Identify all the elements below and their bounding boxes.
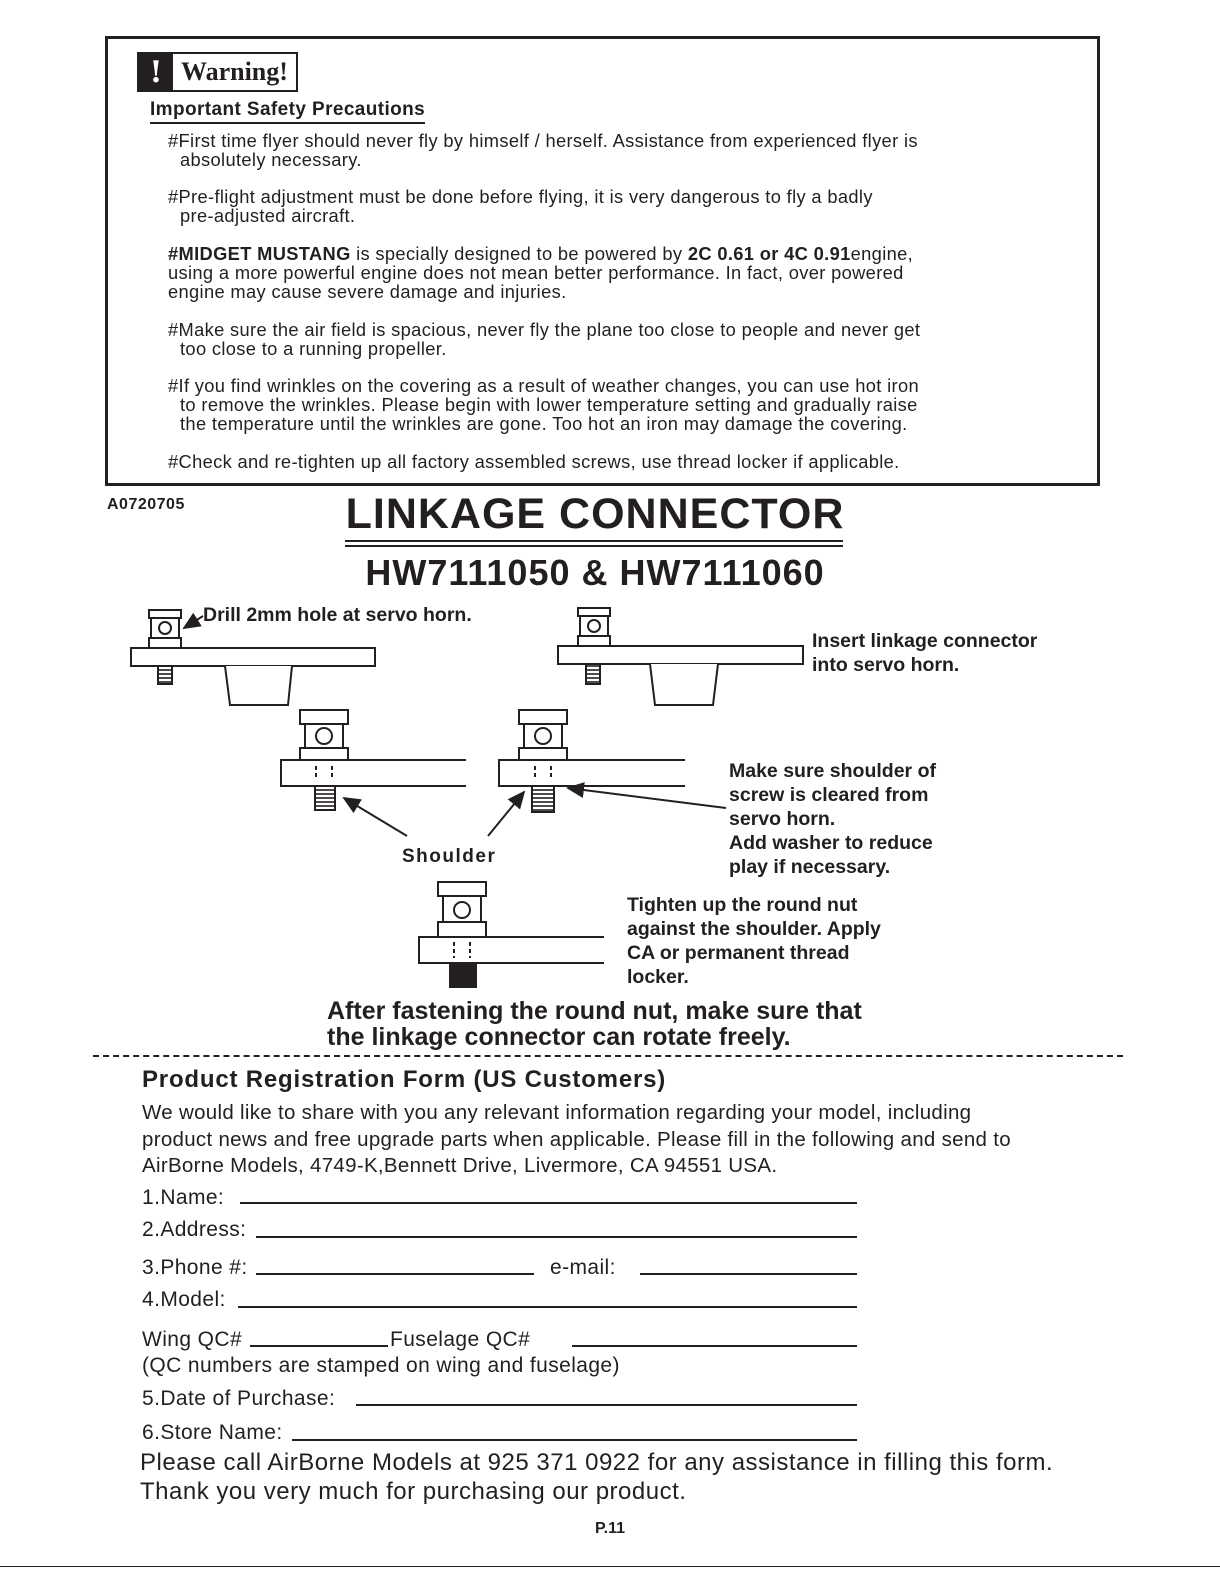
shoulder-view-left bbox=[281, 710, 466, 810]
intro-line: AirBorne Models, 4749-K,Bennett Drive, Livermore, CA 94551 USA. bbox=[142, 1154, 778, 1177]
safety-heading: Important Safety Precautions bbox=[150, 99, 425, 124]
note-line: the linkage connector can rotate freely. bbox=[327, 1023, 791, 1051]
purchase-date-label: 5.Date of Purchase: bbox=[142, 1387, 336, 1410]
store-name-label: 6.Store Name: bbox=[142, 1421, 283, 1444]
email-label: e-mail: bbox=[550, 1256, 616, 1279]
safety-text: too close to a running propeller. bbox=[180, 338, 447, 359]
warning-badge bbox=[137, 52, 298, 92]
safety-text: the temperature until the wrinkles are gone. Too hot an iron may damage the covering. bbox=[180, 413, 908, 434]
footer-line: Please call AirBorne Models at 925 371 0922 for any assistance in filling this form. bbox=[140, 1449, 1054, 1476]
store-name-field[interactable] bbox=[292, 1439, 857, 1441]
model-field[interactable] bbox=[238, 1306, 857, 1308]
phone-field[interactable] bbox=[256, 1273, 534, 1275]
callout-line: Tighten up the round nut bbox=[627, 894, 858, 916]
document-code: A0720705 bbox=[107, 496, 185, 513]
shoulder-view-right bbox=[499, 710, 685, 812]
callout-line: locker. bbox=[627, 966, 689, 988]
safety-text: to remove the wrinkles. Please begin with lower temperature setting and gradually raise bbox=[180, 394, 918, 415]
engine-spec: 2C 0.61 or 4C 0.91 bbox=[687, 243, 851, 264]
form-footer bbox=[140, 1449, 1053, 1506]
safety-text: using a more powerful engine does not mean better performance. In fact, over powered bbox=[168, 262, 904, 283]
safety-item-first-flyer bbox=[168, 131, 1068, 169]
callout-line: against the shoulder. Apply bbox=[627, 918, 881, 940]
page-bottom-rule bbox=[0, 1566, 1220, 1567]
qc-note: (QC numbers are stamped on wing and fuselage) bbox=[142, 1354, 620, 1377]
fuselage-qc-label: Fuselage QC# bbox=[390, 1328, 531, 1351]
wing-qc-label: Wing QC# bbox=[142, 1328, 243, 1351]
address-label: 2.Address: bbox=[142, 1218, 247, 1241]
page-title: LINKAGE CONNECTOR bbox=[345, 490, 845, 538]
form-title: Product Registration Form (US Customers) bbox=[142, 1066, 667, 1093]
safety-text: pre-adjusted aircraft. bbox=[180, 205, 356, 226]
intro-line: We would like to share with you any relevant information regarding your model, including bbox=[142, 1101, 972, 1124]
phone-label: 3.Phone #: bbox=[142, 1256, 248, 1279]
name-field[interactable] bbox=[240, 1202, 857, 1204]
drill-note: Drill 2mm hole at servo horn. bbox=[203, 604, 472, 626]
tightened-nut-view bbox=[419, 882, 604, 987]
callout-line: into servo horn. bbox=[812, 654, 960, 676]
email-field[interactable] bbox=[640, 1273, 857, 1275]
callout-line: Insert linkage connector bbox=[812, 630, 1038, 652]
model-label: 4.Model: bbox=[142, 1288, 226, 1311]
model-name: #MIDGET MUSTANG bbox=[168, 243, 351, 264]
part-numbers: HW7111050 & HW7111060 bbox=[365, 552, 825, 593]
safety-text: absolutely necessary. bbox=[180, 149, 362, 170]
callout-line: screw is cleared from bbox=[729, 784, 929, 806]
cut-here-dashed-line bbox=[93, 1055, 1123, 1057]
safety-text: #First time flyer should never fly by himself / herself. Assistance from experienced flyer is bbox=[168, 130, 918, 151]
rotate-freely-note bbox=[327, 998, 862, 1050]
safety-text: engine may cause severe damage and injuries. bbox=[168, 281, 567, 302]
name-label: 1.Name: bbox=[142, 1186, 225, 1209]
purchase-date-field[interactable] bbox=[356, 1404, 857, 1406]
safety-text: #If you find wrinkles on the covering as a result of weather changes, you can use hot iron bbox=[168, 375, 919, 396]
warning-label: Warning! bbox=[181, 57, 288, 86]
safety-item-engine bbox=[168, 244, 1068, 301]
callout-line: servo horn. bbox=[729, 808, 836, 830]
callout-line: Make sure shoulder of bbox=[729, 760, 936, 782]
insert-note bbox=[812, 629, 1037, 677]
safety-text: #Pre-flight adjustment must be done before flying, it is very dangerous to fly a badly bbox=[168, 186, 873, 207]
shoulder-clearance-note bbox=[729, 759, 936, 879]
shoulder-label: Shoulder bbox=[402, 846, 497, 867]
safety-item-screws bbox=[168, 452, 1068, 471]
fuselage-qc-field[interactable] bbox=[572, 1345, 857, 1347]
form-intro bbox=[142, 1100, 1142, 1180]
page-number: P.11 bbox=[595, 1520, 625, 1537]
tighten-note bbox=[627, 893, 881, 989]
callout-line: CA or permanent thread bbox=[627, 942, 850, 964]
safety-item-preflight bbox=[168, 187, 1068, 225]
safety-text: #Make sure the air field is spacious, never fly the plane too close to people and never get bbox=[168, 319, 921, 340]
safety-item-wrinkles bbox=[168, 376, 1068, 433]
safety-item-airfield bbox=[168, 320, 1068, 358]
safety-text: #Check and re-tighten up all factory assembled screws, use thread locker if applicable. bbox=[168, 451, 900, 472]
safety-text: is specially designed to be powered by bbox=[350, 243, 688, 264]
footer-line: Thank you very much for purchasing our product. bbox=[140, 1477, 687, 1505]
safety-text: engine, bbox=[850, 243, 914, 264]
callout-line: play if necessary. bbox=[729, 856, 891, 878]
callout-line: Add washer to reduce bbox=[729, 832, 933, 854]
exclamation-icon: ! bbox=[139, 54, 173, 90]
servo-horn-insert-step bbox=[558, 608, 803, 705]
title-double-rule bbox=[345, 540, 843, 547]
wing-qc-field[interactable] bbox=[250, 1345, 388, 1347]
intro-line: product news and free upgrade parts when applicable. Please fill in the following and send to bbox=[142, 1127, 1011, 1151]
address-field[interactable] bbox=[256, 1236, 857, 1238]
note-line: After fastening the round nut, make sure that bbox=[327, 997, 862, 1025]
